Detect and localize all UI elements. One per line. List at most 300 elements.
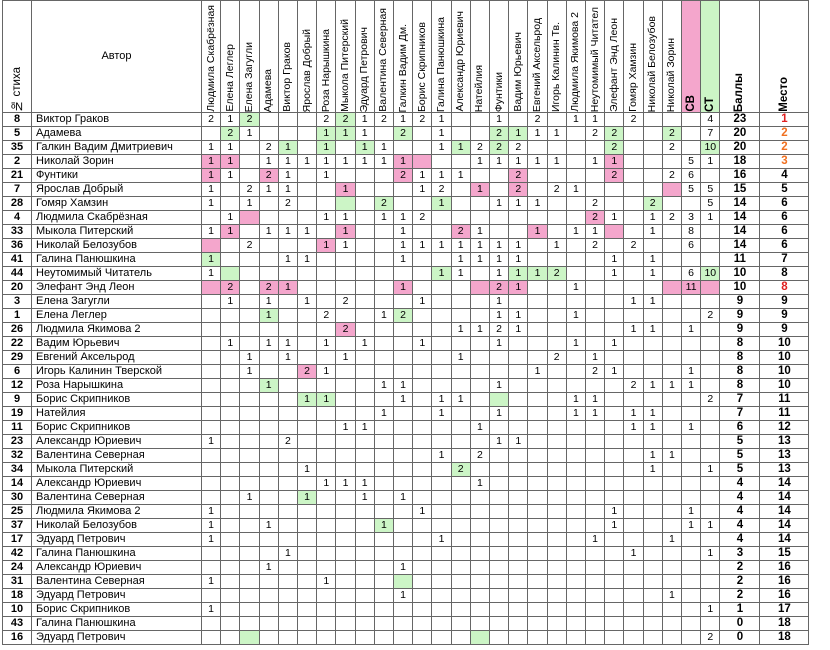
score-cell xyxy=(221,589,240,603)
total-points: 2 xyxy=(720,561,760,575)
score-cell xyxy=(317,463,336,477)
score-cell xyxy=(394,435,413,449)
score-cell xyxy=(336,141,355,155)
poem-number: 23 xyxy=(2,435,32,449)
header-judge xyxy=(605,0,624,113)
score-cell: 1 xyxy=(394,589,413,603)
score-cell: 2 xyxy=(413,211,432,225)
score-cell: 1 xyxy=(528,267,547,281)
score-cell xyxy=(490,463,509,477)
score-cell xyxy=(509,365,528,379)
header-judge-name: Николай Зорин xyxy=(665,37,678,112)
score-cell xyxy=(432,589,451,603)
score-cell: 2 xyxy=(586,239,605,253)
place-cell: 4 xyxy=(760,169,809,183)
score-cell xyxy=(432,281,451,295)
score-cell xyxy=(548,113,567,127)
score-cell xyxy=(624,505,643,519)
score-cell: 1 xyxy=(202,183,221,197)
header-judge-name: СВ xyxy=(684,95,697,112)
score-cell xyxy=(375,169,394,183)
score-cell xyxy=(548,407,567,421)
score-cell xyxy=(298,407,317,421)
total-points: 7 xyxy=(720,393,760,407)
score-cell xyxy=(356,449,375,463)
score-cell xyxy=(356,547,375,561)
score-cell xyxy=(605,393,624,407)
score-cell: 6 xyxy=(682,169,701,183)
score-cell xyxy=(528,309,547,323)
total-points: 6 xyxy=(720,421,760,435)
score-cell: 2 xyxy=(605,169,624,183)
score-cell xyxy=(317,281,336,295)
score-cell: 2 xyxy=(260,141,279,155)
header-judge-name: Виктор Граков xyxy=(281,42,294,112)
score-cell: 2 xyxy=(509,183,528,197)
score-cell xyxy=(202,393,221,407)
score-cell xyxy=(663,561,682,575)
header-judge-name: Евгений Аксельрод xyxy=(530,17,543,112)
score-cell: 2 xyxy=(432,183,451,197)
score-cell: 1 xyxy=(375,309,394,323)
score-cell: 7 xyxy=(701,127,720,141)
score-cell xyxy=(375,547,394,561)
score-cell xyxy=(567,351,586,365)
total-points: 23 xyxy=(720,113,760,127)
header-judge-name: Елена Леглер xyxy=(223,44,236,112)
score-cell: 1 xyxy=(509,155,528,169)
score-cell xyxy=(644,491,663,505)
score-cell: 2 xyxy=(394,309,413,323)
score-cell: 1 xyxy=(298,491,317,505)
score-cell xyxy=(432,477,451,491)
score-cell xyxy=(240,435,259,449)
score-cell xyxy=(432,323,451,337)
header-poem-number-label: № стиха xyxy=(10,67,23,112)
score-cell xyxy=(240,575,259,589)
score-cell xyxy=(356,561,375,575)
score-cell xyxy=(452,589,471,603)
score-cell xyxy=(548,435,567,449)
score-cell xyxy=(624,393,643,407)
score-cell xyxy=(644,169,663,183)
score-cell xyxy=(317,225,336,239)
total-points: 18 xyxy=(720,155,760,169)
author-name: Неутомимый Читатель xyxy=(32,267,202,281)
score-cell: 1 xyxy=(644,323,663,337)
score-cell xyxy=(644,561,663,575)
score-cell xyxy=(644,589,663,603)
poem-number: 18 xyxy=(2,589,32,603)
score-cell xyxy=(375,393,394,407)
poem-number: 29 xyxy=(2,351,32,365)
score-cell xyxy=(509,351,528,365)
score-cell xyxy=(471,505,490,519)
poem-number: 9 xyxy=(2,393,32,407)
score-cell: 2 xyxy=(663,211,682,225)
score-cell: 2 xyxy=(490,141,509,155)
score-cell xyxy=(644,547,663,561)
score-cell xyxy=(682,393,701,407)
score-cell: 1 xyxy=(202,267,221,281)
score-cell xyxy=(624,365,643,379)
score-cell xyxy=(375,253,394,267)
score-cell xyxy=(317,491,336,505)
score-cell xyxy=(221,379,240,393)
score-cell xyxy=(375,561,394,575)
score-cell xyxy=(528,351,547,365)
score-cell xyxy=(260,323,279,337)
score-cell: 1 xyxy=(375,407,394,421)
score-cell: 1 xyxy=(432,239,451,253)
score-cell xyxy=(490,393,509,407)
place-cell: 6 xyxy=(760,239,809,253)
score-cell xyxy=(490,547,509,561)
score-cell xyxy=(452,477,471,491)
poem-number: 3 xyxy=(2,295,32,309)
author-name: Эдуард Петрович xyxy=(32,631,202,645)
score-cell: 1 xyxy=(586,407,605,421)
poem-number: 17 xyxy=(2,533,32,547)
score-cell xyxy=(567,603,586,617)
place-cell: 14 xyxy=(760,533,809,547)
score-cell: 6 xyxy=(682,239,701,253)
score-cell xyxy=(317,519,336,533)
score-cell xyxy=(413,477,432,491)
score-cell: 1 xyxy=(394,113,413,127)
header-judge xyxy=(221,0,240,113)
score-cell xyxy=(452,281,471,295)
score-cell xyxy=(548,477,567,491)
score-cell xyxy=(356,519,375,533)
score-cell xyxy=(490,169,509,183)
score-cell: 1 xyxy=(336,183,355,197)
score-cell xyxy=(624,155,643,169)
score-cell xyxy=(586,603,605,617)
header-judge xyxy=(413,0,432,113)
score-cell xyxy=(528,337,547,351)
score-cell: 1 xyxy=(202,253,221,267)
score-cell xyxy=(202,239,221,253)
score-cell xyxy=(298,239,317,253)
score-cell xyxy=(644,127,663,141)
score-cell xyxy=(567,421,586,435)
score-cell xyxy=(317,295,336,309)
score-cell xyxy=(548,281,567,295)
score-cell xyxy=(452,617,471,631)
score-cell xyxy=(394,267,413,281)
score-cell: 1 xyxy=(605,519,624,533)
score-cell xyxy=(394,197,413,211)
score-cell xyxy=(279,393,298,407)
score-cell: 1 xyxy=(221,113,240,127)
score-cell: 2 xyxy=(548,183,567,197)
score-cell: 1 xyxy=(413,337,432,351)
place-cell: 10 xyxy=(760,337,809,351)
score-cell xyxy=(509,225,528,239)
total-points: 9 xyxy=(720,295,760,309)
score-cell xyxy=(701,561,720,575)
score-cell xyxy=(413,589,432,603)
total-points: 20 xyxy=(720,141,760,155)
score-cell xyxy=(432,435,451,449)
score-cell xyxy=(298,309,317,323)
score-cell xyxy=(336,309,355,323)
poem-number: 25 xyxy=(2,505,32,519)
score-cell xyxy=(490,603,509,617)
score-cell: 4 xyxy=(701,113,720,127)
score-cell xyxy=(509,505,528,519)
score-cell xyxy=(202,407,221,421)
score-cell xyxy=(586,141,605,155)
score-cell xyxy=(413,225,432,239)
score-cell xyxy=(624,603,643,617)
total-points: 9 xyxy=(720,323,760,337)
score-cell: 2 xyxy=(471,141,490,155)
score-cell xyxy=(644,183,663,197)
score-cell: 1 xyxy=(202,519,221,533)
score-cell: 2 xyxy=(586,197,605,211)
score-cell: 1 xyxy=(298,393,317,407)
score-cell xyxy=(471,519,490,533)
place-cell: 6 xyxy=(760,211,809,225)
score-cell: 1 xyxy=(605,337,624,351)
author-name: Элефант Энд Леон xyxy=(32,281,202,295)
score-cell xyxy=(701,379,720,393)
score-cell xyxy=(663,603,682,617)
score-cell: 2 xyxy=(394,169,413,183)
poem-number: 44 xyxy=(2,267,32,281)
score-cell xyxy=(548,393,567,407)
score-cell xyxy=(202,631,221,645)
score-cell xyxy=(567,491,586,505)
score-cell xyxy=(356,617,375,631)
place-cell: 10 xyxy=(760,379,809,393)
header-judge xyxy=(682,0,701,113)
score-cell: 2 xyxy=(624,239,643,253)
total-points: 8 xyxy=(720,351,760,365)
score-cell xyxy=(413,561,432,575)
author-name: Борис Скрипников xyxy=(32,393,202,407)
score-cell xyxy=(394,141,413,155)
score-cell: 1 xyxy=(701,603,720,617)
total-points: 4 xyxy=(720,477,760,491)
score-cell xyxy=(298,519,317,533)
score-cell: 1 xyxy=(432,449,451,463)
score-cell xyxy=(605,113,624,127)
score-cell xyxy=(394,421,413,435)
score-cell xyxy=(624,309,643,323)
header-judge xyxy=(471,0,490,113)
poem-number: 28 xyxy=(2,197,32,211)
score-cell: 1 xyxy=(471,155,490,169)
score-cell xyxy=(548,295,567,309)
header-judge-name: Ярослав Добрый xyxy=(300,28,313,112)
score-cell xyxy=(240,169,259,183)
score-cell xyxy=(452,421,471,435)
score-cell xyxy=(452,575,471,589)
score-cell xyxy=(375,365,394,379)
score-cell: 1 xyxy=(471,421,490,435)
score-cell: 2 xyxy=(317,309,336,323)
score-cell: 2 xyxy=(279,435,298,449)
score-cell: 2 xyxy=(701,393,720,407)
score-cell xyxy=(471,561,490,575)
score-cell xyxy=(394,407,413,421)
score-cell xyxy=(644,393,663,407)
score-cell: 1 xyxy=(644,225,663,239)
score-cell: 1 xyxy=(279,225,298,239)
score-cell: 1 xyxy=(394,491,413,505)
score-cell xyxy=(701,351,720,365)
score-cell xyxy=(452,127,471,141)
score-cell xyxy=(644,575,663,589)
score-cell xyxy=(624,127,643,141)
score-cell xyxy=(432,547,451,561)
score-cell: 1 xyxy=(221,225,240,239)
score-cell xyxy=(586,505,605,519)
poem-number: 32 xyxy=(2,449,32,463)
score-cell: 1 xyxy=(317,169,336,183)
score-cell xyxy=(298,561,317,575)
score-cell xyxy=(509,491,528,505)
score-cell xyxy=(221,253,240,267)
score-cell: 1 xyxy=(317,155,336,169)
score-cell xyxy=(528,281,547,295)
score-cell xyxy=(548,533,567,547)
score-cell xyxy=(279,127,298,141)
score-cell: 1 xyxy=(567,407,586,421)
score-cell xyxy=(528,533,547,547)
score-cell: 2 xyxy=(413,113,432,127)
score-cell: 1 xyxy=(644,449,663,463)
score-cell xyxy=(452,197,471,211)
score-cell xyxy=(317,407,336,421)
header-judge-name: Элефант Энд Леон xyxy=(607,18,620,112)
score-cell xyxy=(548,225,567,239)
score-cell xyxy=(317,253,336,267)
score-cell xyxy=(202,379,221,393)
score-cell: 1 xyxy=(471,253,490,267)
score-cell: 1 xyxy=(336,421,355,435)
score-cell: 1 xyxy=(260,155,279,169)
score-cell: 1 xyxy=(644,295,663,309)
poem-number: 20 xyxy=(2,281,32,295)
score-cell: 1 xyxy=(663,379,682,393)
score-cell xyxy=(567,197,586,211)
total-points: 8 xyxy=(720,365,760,379)
score-cell: 5 xyxy=(682,155,701,169)
score-cell xyxy=(567,589,586,603)
score-cell xyxy=(471,127,490,141)
place-cell: 14 xyxy=(760,491,809,505)
score-cell xyxy=(624,253,643,267)
header-judge xyxy=(567,0,586,113)
score-cell: 1 xyxy=(586,155,605,169)
score-cell xyxy=(298,449,317,463)
score-cell xyxy=(605,225,624,239)
score-cell xyxy=(663,337,682,351)
score-cell xyxy=(548,421,567,435)
score-cell: 1 xyxy=(644,421,663,435)
poem-number: 37 xyxy=(2,519,32,533)
score-cell xyxy=(336,267,355,281)
score-cell xyxy=(260,239,279,253)
score-cell xyxy=(375,589,394,603)
total-points: 3 xyxy=(720,547,760,561)
score-cell xyxy=(490,449,509,463)
score-cell xyxy=(701,421,720,435)
score-cell xyxy=(298,113,317,127)
score-cell xyxy=(260,407,279,421)
score-cell xyxy=(528,477,547,491)
score-cell xyxy=(452,631,471,645)
score-cell xyxy=(586,547,605,561)
score-cell xyxy=(605,561,624,575)
score-cell: 2 xyxy=(260,169,279,183)
score-cell: 2 xyxy=(260,281,279,295)
score-cell xyxy=(701,477,720,491)
score-cell: 1 xyxy=(490,379,509,393)
score-cell: 1 xyxy=(586,225,605,239)
score-cell: 1 xyxy=(624,407,643,421)
score-cell xyxy=(490,183,509,197)
score-cell xyxy=(221,309,240,323)
score-cell: 1 xyxy=(471,323,490,337)
score-cell xyxy=(298,337,317,351)
score-cell xyxy=(548,491,567,505)
score-cell xyxy=(701,449,720,463)
score-cell: 1 xyxy=(452,267,471,281)
score-cell: 1 xyxy=(240,127,259,141)
score-cell xyxy=(240,141,259,155)
score-cell: 1 xyxy=(605,253,624,267)
score-cell xyxy=(471,337,490,351)
score-cell xyxy=(240,617,259,631)
score-cell xyxy=(413,141,432,155)
header-judge xyxy=(644,0,663,113)
score-cell xyxy=(432,491,451,505)
header-judge-name: Вадим Юрьевич xyxy=(511,32,524,112)
score-cell: 1 xyxy=(413,183,432,197)
total-points: 4 xyxy=(720,491,760,505)
score-cell: 1 xyxy=(490,197,509,211)
score-cell xyxy=(279,589,298,603)
score-cell: 10 xyxy=(701,141,720,155)
score-cell: 1 xyxy=(432,169,451,183)
score-cell xyxy=(279,407,298,421)
score-cell xyxy=(663,351,682,365)
header-judge-name: Роза Нарышкина xyxy=(319,28,332,112)
score-cell: 1 xyxy=(605,155,624,169)
score-cell xyxy=(701,533,720,547)
score-cell xyxy=(509,463,528,477)
score-cell xyxy=(548,505,567,519)
score-cell: 1 xyxy=(260,379,279,393)
total-points: 1 xyxy=(720,603,760,617)
score-cell xyxy=(528,169,547,183)
score-cell xyxy=(490,365,509,379)
score-cell xyxy=(624,337,643,351)
score-cell xyxy=(240,253,259,267)
score-cell xyxy=(432,617,451,631)
total-points: 14 xyxy=(720,239,760,253)
score-cell xyxy=(413,379,432,393)
score-cell xyxy=(375,505,394,519)
score-cell xyxy=(394,365,413,379)
score-cell: 1 xyxy=(317,337,336,351)
score-cell xyxy=(528,463,547,477)
